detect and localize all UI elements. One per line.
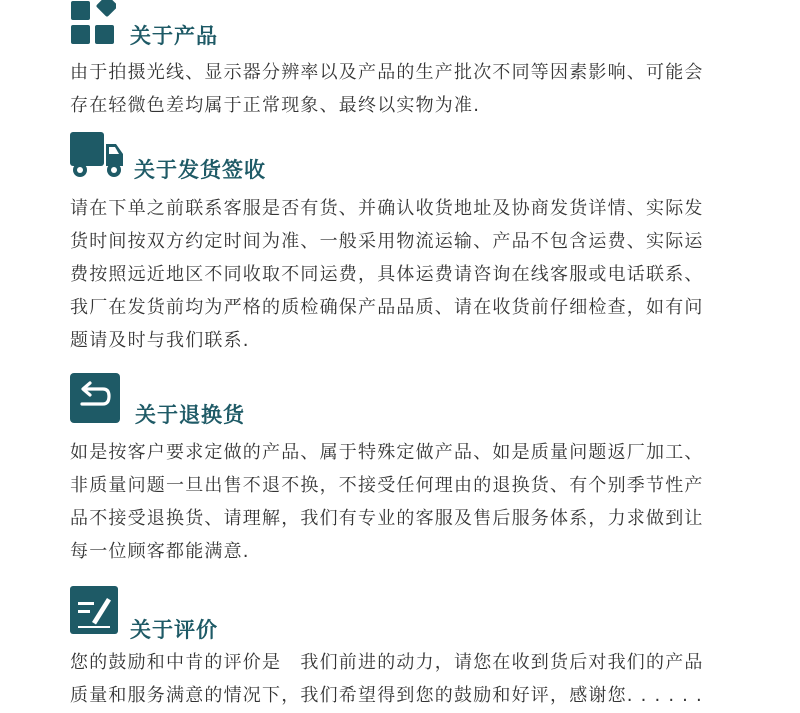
section-header bbox=[70, 373, 760, 427]
body-line: 题请及时与我们联系. bbox=[70, 330, 250, 351]
body-line: 质量和服务满意的情况下，我们希望得到您的鼓励和好评，感谢您. . . . . . bbox=[70, 685, 703, 706]
section-product bbox=[70, 0, 760, 122]
section-title: 关于发货签收 bbox=[134, 158, 266, 182]
section-shipping bbox=[70, 130, 760, 357]
section-reviews bbox=[70, 586, 760, 712]
section-header bbox=[70, 0, 760, 50]
section-header bbox=[70, 130, 760, 180]
section-returns bbox=[70, 373, 760, 568]
body-line: 品不接受退换货、请理解，我们有专业的客服及售后服务体系，力求做到让 bbox=[70, 508, 704, 529]
section-title: 关于产品 bbox=[130, 24, 218, 48]
section-body bbox=[70, 192, 760, 357]
section-title: 关于退换货 bbox=[135, 403, 245, 427]
body-line: 非质量问题一旦出售不退不换，不接受任何理由的退换货、有个别季节性产 bbox=[70, 475, 704, 496]
body-line: 由于拍摄光线、显示器分辨率以及产品的生产批次不同等因素影响、可能会 bbox=[70, 62, 704, 83]
body-line: 费按照远近地区不同收取不同运费，具体运费请咨询在线客服或电话联系、 bbox=[70, 264, 704, 285]
body-line: 您的鼓励和中肯的评价是 我们前进的动力，请您在收到货后对我们的产品 bbox=[70, 652, 704, 673]
return-arrow-icon bbox=[70, 373, 120, 423]
section-title: 关于评价 bbox=[130, 618, 218, 642]
section-body bbox=[70, 646, 760, 712]
body-line: 存在轻微色差均属于正常现象、最终以实物为准. bbox=[70, 95, 481, 116]
body-line: 请在下单之前联系客服是否有货、并确认收货地址及协商发货详情、实际发 bbox=[70, 198, 704, 219]
product-blocks-icon bbox=[70, 0, 116, 46]
section-body bbox=[70, 56, 760, 122]
delivery-truck-icon bbox=[70, 130, 124, 180]
section-header bbox=[70, 586, 760, 642]
body-line: 每一位顾客都能满意. bbox=[70, 541, 250, 562]
body-line: 我厂在发货前均为严格的质检确保产品品质、请在收货前仔细检查，如有问 bbox=[70, 297, 704, 318]
body-line: 货时间按双方约定时间为准、一般采用物流运输、产品不包含运费、实际运 bbox=[70, 231, 704, 252]
edit-pen-icon bbox=[70, 586, 118, 634]
section-body bbox=[70, 436, 760, 568]
body-line: 如是按客户要求定做的产品、属于特殊定做产品、如是质量问题返厂加工、 bbox=[70, 442, 704, 463]
